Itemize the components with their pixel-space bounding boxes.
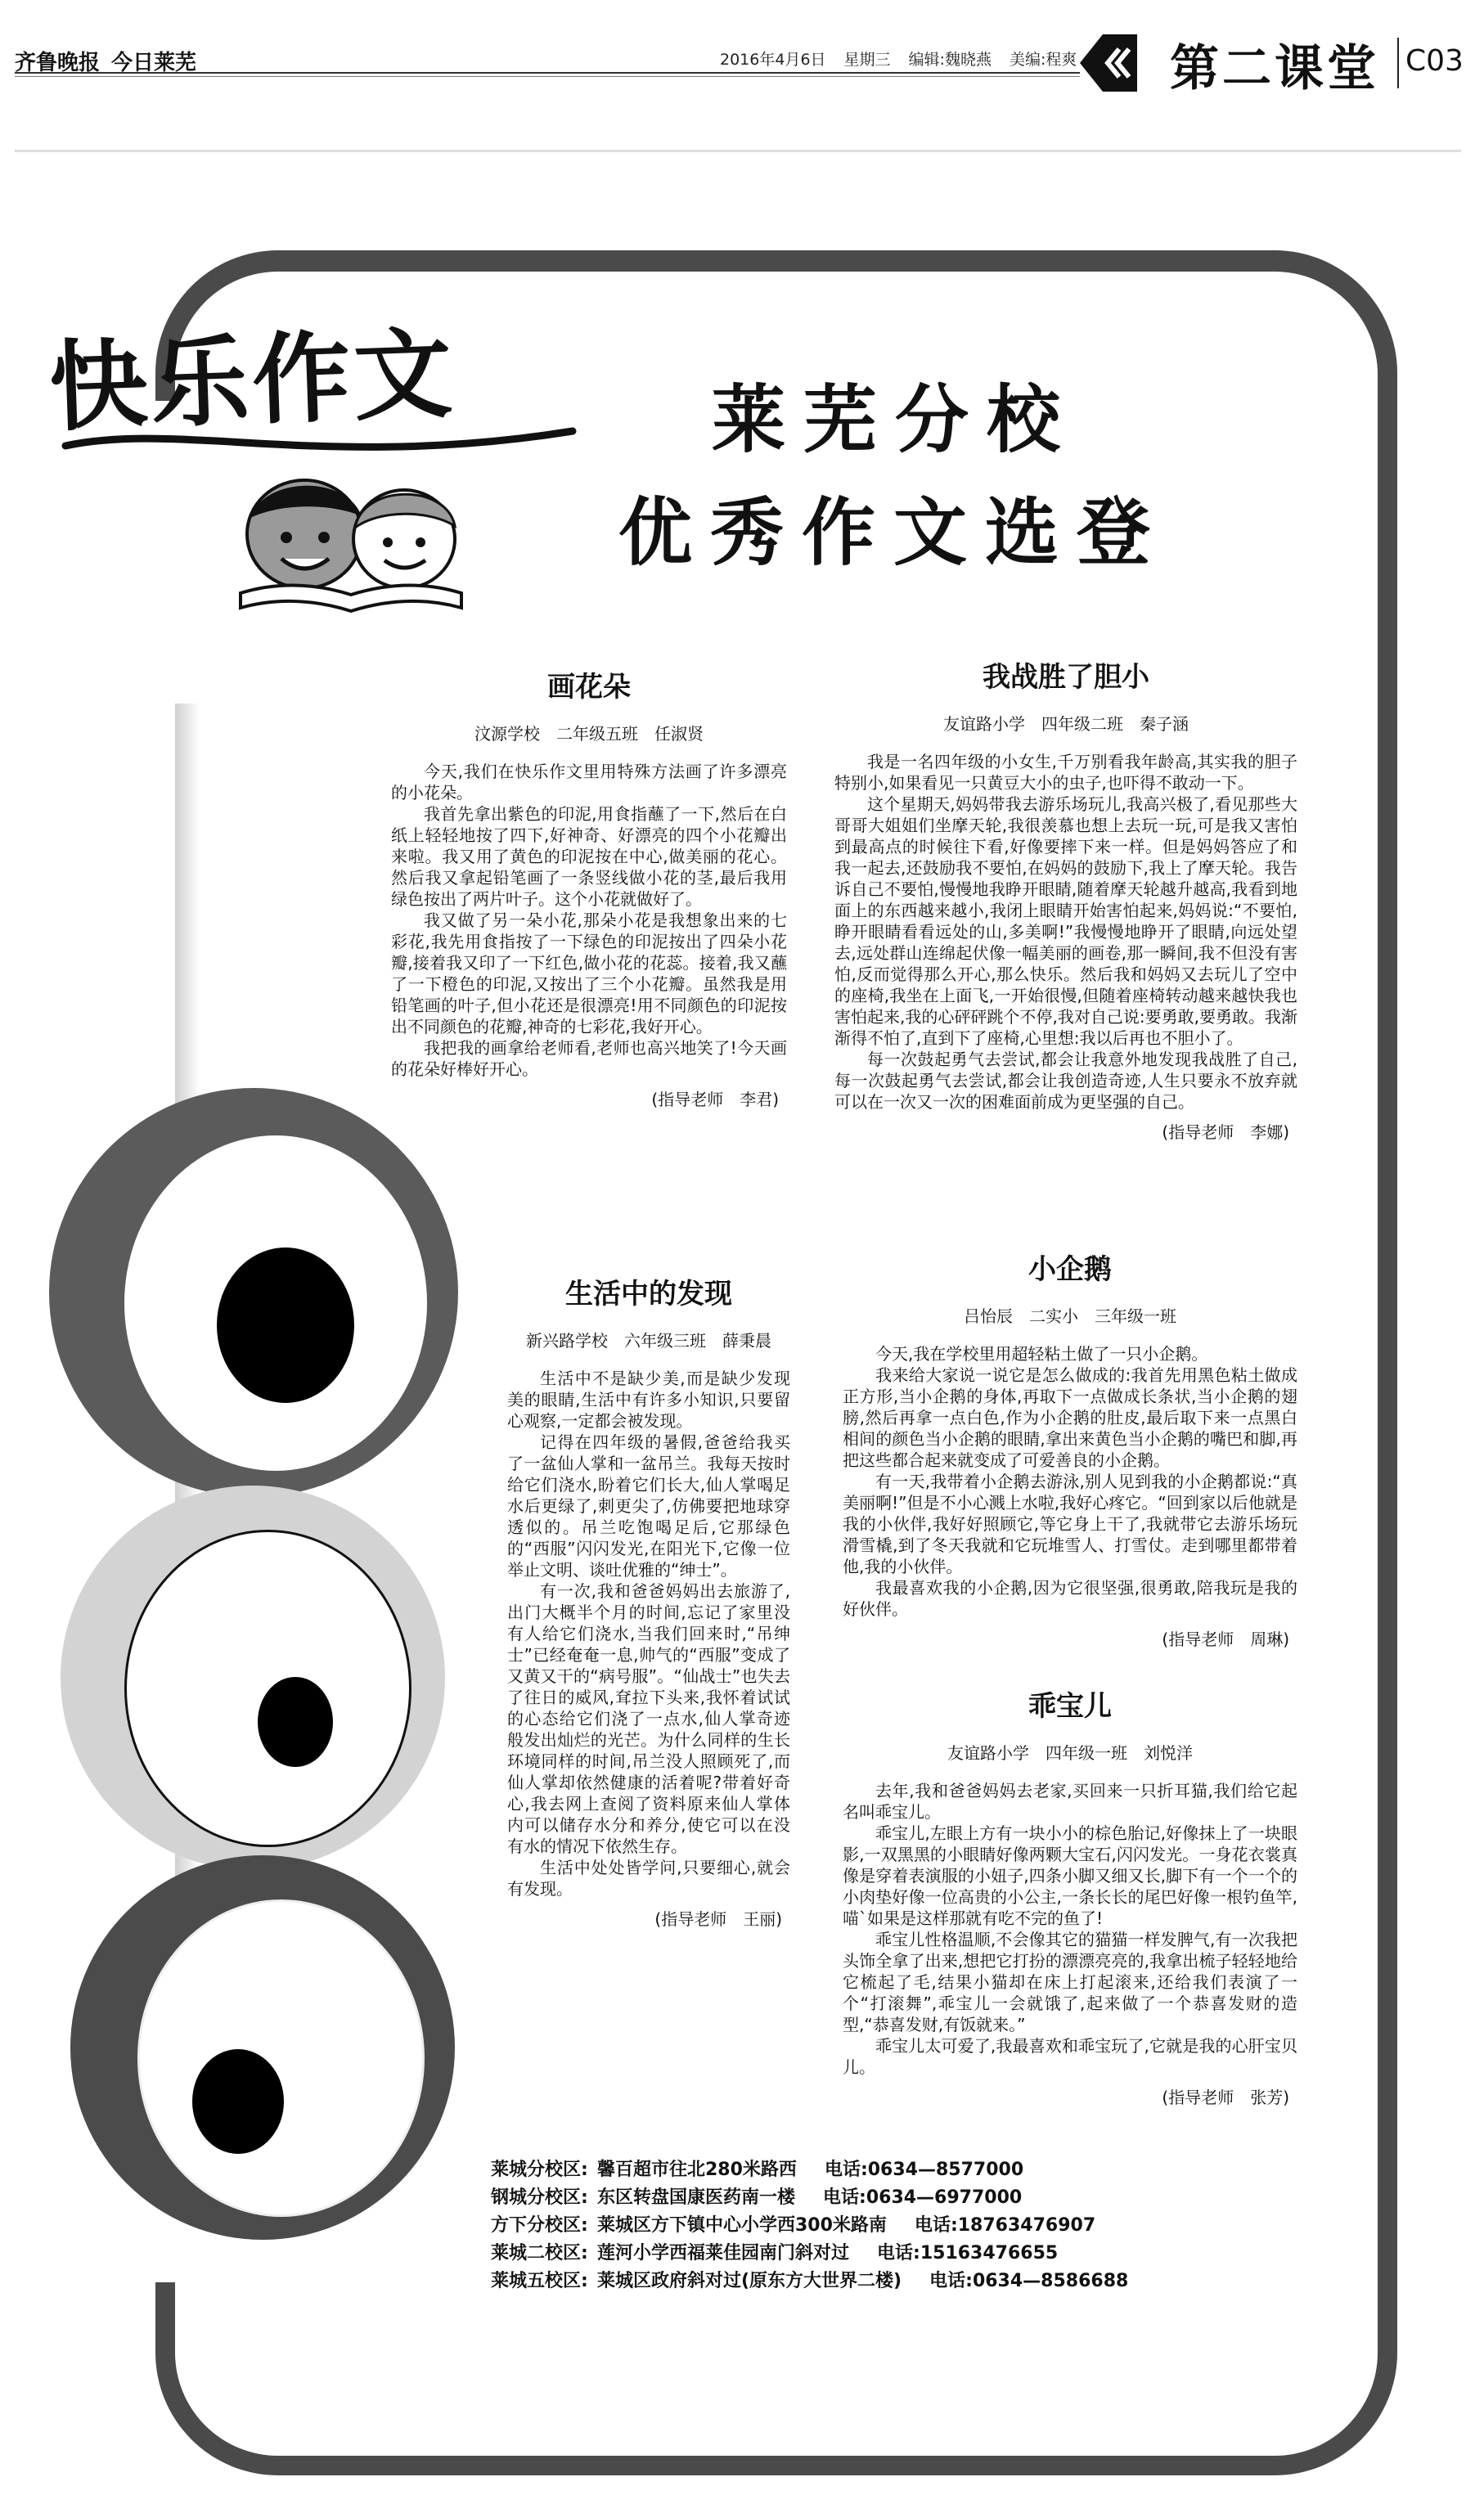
header-bottom-rule — [15, 150, 1461, 152]
article-paragraph: 乖宝儿,左眼上方有一块小小的棕色胎记,好像抹上了一块眼影,一双黑黑的小眼睛好像两颗大宝石,闪闪发光。一身花衣裳真像是穿着表演服的小妞子,四条小脚又细又长,脚下有一个一个的小肉垫好像一位高贵的小公主,一条长长的尾巴好像一根钓鱼竿,喵`如果是这样那就有吃不完的鱼了! — [843, 1823, 1297, 1928]
article-body — [507, 1368, 790, 1899]
section-badge-icon — [1078, 33, 1139, 93]
campus-phone: 18763476907 — [957, 2215, 1096, 2236]
page-code: C03 — [1405, 44, 1464, 78]
eye-pupil-middle — [258, 1677, 333, 1767]
article-paragraph: 去年,我和爸爸妈妈去老家,买回来一只折耳猫,我们给它起名叫乖宝儿。 — [843, 1781, 1297, 1822]
campus-directory — [491, 2156, 1309, 2295]
article-body — [834, 751, 1297, 1113]
article-xiao-qie — [843, 1247, 1297, 1650]
article-title: 小企鹅 — [1028, 1253, 1112, 1286]
campus-phone: 15163476655 — [920, 2243, 1059, 2263]
article-paragraph: 乖宝儿性格温顺,不会像其它的猫猫一样发脾气,有一次我把头饰全拿了出来,想把它打扮的漂漂亮亮的,我拿出梳子轻轻地给它梳起了毛,结果小猫却在床上打起滚来,还给我们表演了一个“打滚舞”,乖宝儿一会就饿了,起来做了一个恭喜发财的造型,“恭喜发财,有饭就来。” — [843, 1930, 1297, 2034]
article-paragraph: 我最喜欢我的小企鹅,因为它很坚强,很勇敢,陪我玩是我的好伙伴。 — [843, 1578, 1297, 1619]
eye-pupil-bottom — [192, 2049, 284, 2154]
article-shenghuo-faxian — [507, 1271, 790, 1930]
main-title-line2: 优秀作文选登 — [618, 490, 1168, 576]
campus-name: 莱城分校区: — [491, 2160, 588, 2180]
article-paragraph: 生活中不是缺少美,而是缺少发现美的眼睛,生活中有许多小知识,只要留心观察,一定都会被发现。 — [507, 1369, 790, 1431]
smiling-faces-icon — [232, 470, 470, 614]
article-paragraph: 今天,我在学校里用超轻粘土做了一只小企鹅。 — [875, 1344, 1208, 1364]
article-paragraph: 今天,我们在快乐作文里用特殊方法画了许多漂亮的小花朵。 — [391, 762, 787, 802]
article-teacher: (指导老师 李娜) — [1162, 1122, 1289, 1142]
article-title: 生活中的发现 — [565, 1278, 732, 1310]
campus-address: 莱城区政府斜对过(原东方大世界二楼) — [597, 2271, 902, 2291]
campus-phone: 0634—6977000 — [866, 2187, 1023, 2208]
article-teacher: (指导老师 李君) — [651, 1090, 779, 1109]
article-byline: 汶源学校 二年级五班 任淑贤 — [474, 724, 704, 744]
title-divider — [1397, 38, 1399, 88]
article-guai-baoer — [843, 1684, 1297, 2108]
article-byline: 吕怡辰 二实小 三年级一班 — [964, 1306, 1176, 1326]
logo-swash-icon — [57, 413, 581, 470]
article-paragraph: 我把我的画拿给老师看,老师也高兴地笑了!今天画的花朵好棒好开心。 — [391, 1038, 787, 1079]
page-title: 第二课堂 — [1170, 40, 1379, 97]
campus-row — [491, 2156, 1309, 2184]
section-name: 今日莱芜 — [111, 51, 197, 75]
phone-label: 电话: — [877, 2243, 920, 2263]
article-paragraph: 我来给大家说一说它是怎么做成的:我首先用黑色粘土做成正方形,当小企鹅的身体,再取下一点做成长条状,当小企鹅的翅膀,然后再拿一点白色,作为小企鹅的肚皮,最后取下来一点黑白相间的颜色当小企鹅的眼睛,拿出来黄色当小企鹅的嘴巴和脚,再把这些都合起来就变成了可爱善良的小企鹅。 — [843, 1365, 1297, 1470]
article-title: 画花朵 — [547, 671, 631, 704]
campus-row — [491, 2268, 1309, 2295]
article-title: 我战胜了胆小 — [983, 661, 1149, 694]
article-byline: 友谊路小学 四年级二班 秦子涵 — [943, 714, 1189, 734]
article-hua-huaduo — [391, 664, 787, 1110]
article-body — [843, 1780, 1297, 2078]
paper-name: 齐鲁晚报 — [15, 51, 101, 75]
campus-phone: 0634—8586688 — [972, 2271, 1129, 2291]
article-byline: 新兴路学校 六年级三班 薛秉晨 — [526, 1331, 771, 1351]
article-byline: 友谊路小学 四年级一班 刘悦洋 — [947, 1743, 1193, 1763]
campus-row — [491, 2240, 1309, 2268]
designer-credit: 美编:程爽 — [1009, 51, 1077, 69]
article-body — [843, 1343, 1297, 1620]
header-rule — [15, 72, 1080, 74]
article-paragraph: 乖宝儿太可爱了,我最喜欢和乖宝玩了,它就是我的心肝宝贝儿。 — [843, 2036, 1297, 2077]
eye-white-middle — [124, 1530, 411, 1847]
campus-name: 钢城分校区: — [491, 2187, 588, 2208]
logo-title: 快乐作文 — [47, 316, 457, 446]
campus-name: 莱城五校区: — [491, 2271, 588, 2291]
campus-address: 东区转盘国康医药南一楼 — [597, 2187, 796, 2208]
issue-weekday: 星期三 — [843, 51, 891, 69]
eye-pupil-top — [217, 1248, 354, 1403]
phone-label: 电话: — [914, 2215, 958, 2236]
issue-info — [720, 47, 1095, 70]
article-paragraph: 我首先拿出紫色的印泥,用食指蘸了一下,然后在白纸上轻轻地按了四下,好神奇、好漂亮的四个小花瓣出来啦。我又用了黄色的印泥按在中心,做美丽的花心。然后我又拿起铅笔画了一条竖线做小花的茎,最后我用绿色按出了两片叶子。这个小花就做好了。 — [391, 804, 787, 909]
article-teacher: (指导老师 周琳) — [1162, 1630, 1289, 1649]
phone-label: 电话: — [824, 2160, 868, 2180]
campus-row — [491, 2184, 1309, 2212]
article-paragraph: 我是一名四年级的小女生,千万别看我年龄高,其实我的胆子特别小,如果看见一只黄豆大小的虫子,也吓得不敢动一下。 — [834, 752, 1297, 793]
campus-address: 莱城区方下镇中心小学西300米路南 — [597, 2215, 887, 2236]
article-paragraph: 记得在四年级的暑假,爸爸给我买了一盆仙人掌和一盆吊兰。我每天按时给它们浇水,盼着它们长大,仙人掌喝足水后更绿了,刺更尖了,仿佛要把地球穿透似的。吊兰吃饱喝足后,它那绿色的“西服”闪闪发光,在阳光下,它像一位举止文明、谈吐优雅的“绅士”。 — [507, 1432, 790, 1580]
phone-label: 电话: — [929, 2271, 973, 2291]
phone-label: 电话: — [823, 2187, 866, 2208]
header-rule-thin — [15, 76, 1080, 77]
article-teacher: (指导老师 王丽) — [654, 1909, 782, 1929]
article-title: 乖宝儿 — [1028, 1690, 1112, 1723]
eye-white-bottom — [137, 1899, 425, 2217]
article-paragraph: 有一次,我和爸爸妈妈出去旅游了,出门大概半个月的时间,忘记了家里没有人给它们浇水,当我们回来时,“吊绅士”已经奄奄一息,帅气的“西服”变成了又黄又干的“病号服”。“仙战士”也失去了往日的威风,耷拉下头来,我怀着试试的心态给它们浇了一点水,仙人掌奇迹般发出灿烂的光芒。为什么同样的生长环境同样的时间,吊兰没人照顾死了,而仙人掌却依然健康的活着呢?带着好奇心,我去网上查阅了资料原来仙人掌体内可以储存水分和养分,使它可以在没有水的情况下依然生存。 — [507, 1581, 790, 1856]
campus-name: 方下分校区: — [491, 2215, 588, 2236]
campus-address: 莲河小学西福莱佳园南门斜对过 — [597, 2243, 850, 2263]
campus-phone: 0634—8577000 — [867, 2160, 1024, 2180]
article-zhansheng-danxiao — [834, 654, 1297, 1143]
article-paragraph: 生活中处处皆学问,只要细心,就会有发现。 — [507, 1858, 790, 1899]
article-paragraph: 有一天,我带着小企鹅去游泳,别人见到我的小企鹅都说:“真美丽啊!”但是不小心溅上水啦,我好心疼它。“回到家以后他就是我的小伙伴,我好好照顾它,等它身上干了,我就带它去游乐场玩滑雪橇,到了冬天我就和它玩堆雪人、打雪仗。走到哪里都带着他,我的小伙伴。 — [843, 1472, 1297, 1576]
article-paragraph: 这个星期天,妈妈带我去游乐场玩儿,我高兴极了,看见那些大哥哥大姐姐们坐摩天轮,我很羡慕也想上去玩一玩,可是我又害怕到最高点的时候往下看,好像要摔下来一样。但是妈妈答应了和我一起去,还鼓励我不要怕,在妈妈的鼓励下,我上了摩天轮。我告诉自己不要怕,慢慢地我睁开眼睛,随着摩天轮越升越高,我看到地面上的东西越来越小,我闭上眼睛开始害怕起来,妈妈说:“不要怕,睁开眼睛看看远处的山,多美啊!”我慢慢地睁开了眼睛,向远处望去,远处群山连绵起伏像一幅美丽的画卷,那一瞬间,我不但没有害怕,反而觉得那么开心,那么快乐。然后我和妈妈又去玩儿了空中的座椅,我坐在上面飞,一开始很慢,但随着座椅转动越来越快我也害怕起来,我的心砰砰跳个不停,我对自己说:要勇敢,要勇敢。我渐渐得不怕了,直到下了座椅,心里想:我以后再也不胆小了。 — [834, 794, 1297, 1048]
campus-name: 莱城二校区: — [491, 2243, 588, 2263]
main-title-line1: 莱芜分校 — [712, 377, 1078, 463]
article-paragraph: 每一次鼓起勇气去尝试,都会让我意外地发现我战胜了自己,每一次鼓起勇气去尝试,都会让我创造奇迹,人生只要永不放弃就可以在一次又一次的困难面前成为更坚强的自己。 — [834, 1050, 1297, 1112]
article-body — [391, 761, 787, 1080]
issue-date: 2016年4月6日 — [720, 51, 826, 69]
article-teacher: (指导老师 张芳) — [1162, 2088, 1289, 2107]
campus-address: 馨百超市往北280米路西 — [597, 2160, 797, 2180]
campus-row — [491, 2212, 1309, 2240]
editor-credit: 编辑:魏晓燕 — [908, 51, 992, 69]
article-paragraph: 我又做了另一朵小花,那朵小花是我想象出来的七彩花,我先用食指按了一下绿色的印泥按出了四朵小花瓣,接着我又印了一下红色,做小花的花蕊。接着,我又蘸了一下橙色的印泥,又按出了三个小花瓣。虽然我是用铅笔画的叶子,但小花还是很漂亮!用不同颜色的印泥按出不同颜色的花瓣,神奇的七彩花,我好开心。 — [391, 910, 787, 1036]
